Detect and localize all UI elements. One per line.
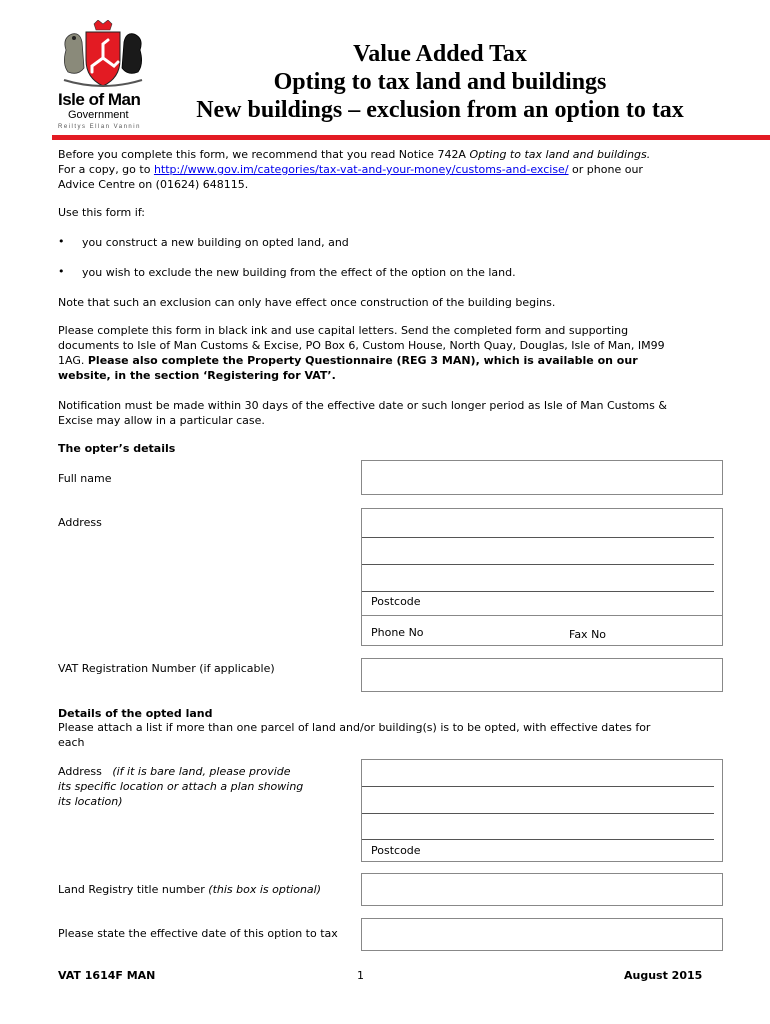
questionnaire-note-2: website, in the section ‘Registering for VAT’. [58, 369, 336, 382]
instructions-line-1: Please complete this form in black ink and use capital letters. Send the completed form and supporting [58, 324, 629, 337]
page-number: 1 [357, 969, 364, 982]
exclusion-note: Note that such an exclusion can only have effect once construction of the building begins. [58, 296, 556, 309]
land-subheading-line-2: each [58, 736, 85, 749]
postcode-label: Postcode [371, 595, 421, 608]
intro-paragraph [58, 147, 758, 192]
land-section-heading: Details of the opted land [58, 707, 213, 720]
notification-line-2: Excise may allow in a particular case. [58, 414, 265, 427]
opter-section-heading: The opter’s details [58, 442, 176, 455]
title-line-2: Opting to tax land and buildings [273, 69, 607, 95]
land-address-note-3: its location) [58, 795, 123, 808]
address-line-3 [362, 591, 714, 592]
land-address-field[interactable] [361, 759, 723, 862]
land-subheading-line-1: Please attach a list if more than one parcel of land and/or building(s) is to be opted, with effective dates for [58, 721, 651, 734]
vat-number-field[interactable] [361, 658, 723, 692]
effective-date-field[interactable] [361, 918, 723, 951]
notification-paragraph [58, 398, 763, 428]
land-address-line-3 [362, 839, 714, 840]
land-address-line-2 [362, 813, 714, 814]
address-field[interactable] [361, 508, 723, 646]
land-registry-note: (this box is optional) [208, 883, 322, 896]
full-name-label: Full name [58, 472, 112, 485]
land-postcode-label: Postcode [371, 844, 421, 857]
logo-name: Isle of Man [58, 90, 141, 109]
form-code: VAT 1614F MAN [58, 969, 156, 982]
full-name-field[interactable] [361, 460, 723, 495]
address-line-2 [362, 564, 714, 565]
logo-motto: Reiltys Ellan Vannin [58, 124, 141, 130]
fax-label: Fax No [569, 628, 607, 641]
bullet-2: • [58, 265, 65, 278]
effective-date-label: Please state the effective date of this option to tax [58, 927, 338, 940]
condition-2: you wish to exclude the new building from the effect of the option on the land. [82, 266, 516, 279]
title-line-1: Value Added Tax [353, 41, 527, 67]
intro-text-2: For a copy, go to [58, 163, 154, 176]
land-registry-text: Land Registry title number [58, 883, 209, 896]
coat-of-arms-icon [58, 20, 148, 90]
instructions-paragraph [58, 323, 763, 383]
address-label: Address [58, 516, 102, 529]
notice-title: Opting to tax land and buildings. [469, 148, 651, 161]
address-line-1 [362, 537, 714, 538]
use-form-heading: Use this form if: [58, 206, 146, 219]
isle-of-man-logo [58, 20, 148, 132]
vat-number-label: VAT Registration Number (if applicable) [58, 662, 275, 675]
instructions-line-3: 1AG. [58, 354, 88, 367]
phone-label: Phone No [371, 626, 424, 639]
land-address-text: Address [58, 765, 102, 778]
land-section-subheading [58, 720, 763, 750]
header-divider [52, 135, 770, 140]
intro-text-1: Before you complete this form, we recommend that you read Notice 742A [58, 148, 470, 161]
advice-centre-phone: Advice Centre on (01624) 648115. [58, 178, 249, 191]
land-address-note-2: its specific location or attach a plan showing [58, 780, 304, 793]
land-address-label [58, 764, 348, 809]
questionnaire-note: Please also complete the Property Questionnaire (REG 3 MAN), which is available on our [87, 354, 638, 367]
land-registry-field[interactable] [361, 873, 723, 906]
instructions-line-2: documents to Isle of Man Customs & Excise, PO Box 6, Custom House, North Quay, Douglas, Isle of Man, IM99 [58, 339, 665, 352]
land-address-line-1 [362, 786, 714, 787]
form-date: August 2015 [624, 969, 703, 982]
gov-im-link[interactable]: http://www.gov.im/categories/tax-vat-and-your-money/customs-and-excise/ [153, 163, 569, 176]
logo-subtitle: Government [68, 109, 129, 121]
condition-1: you construct a new building on opted land, and [82, 236, 349, 249]
postcode-divider [362, 615, 722, 616]
notification-line-1: Notification must be made within 30 days of the effective date or such longer period as Isle of Man Customs & [58, 399, 667, 412]
title-line-3: New buildings – exclusion from an option to tax [196, 97, 684, 123]
land-registry-label [58, 882, 321, 897]
land-address-note-1: (if it is bare land, please provide [112, 765, 291, 778]
intro-text-3: or phone our [568, 163, 643, 176]
bullet-1: • [58, 235, 65, 248]
